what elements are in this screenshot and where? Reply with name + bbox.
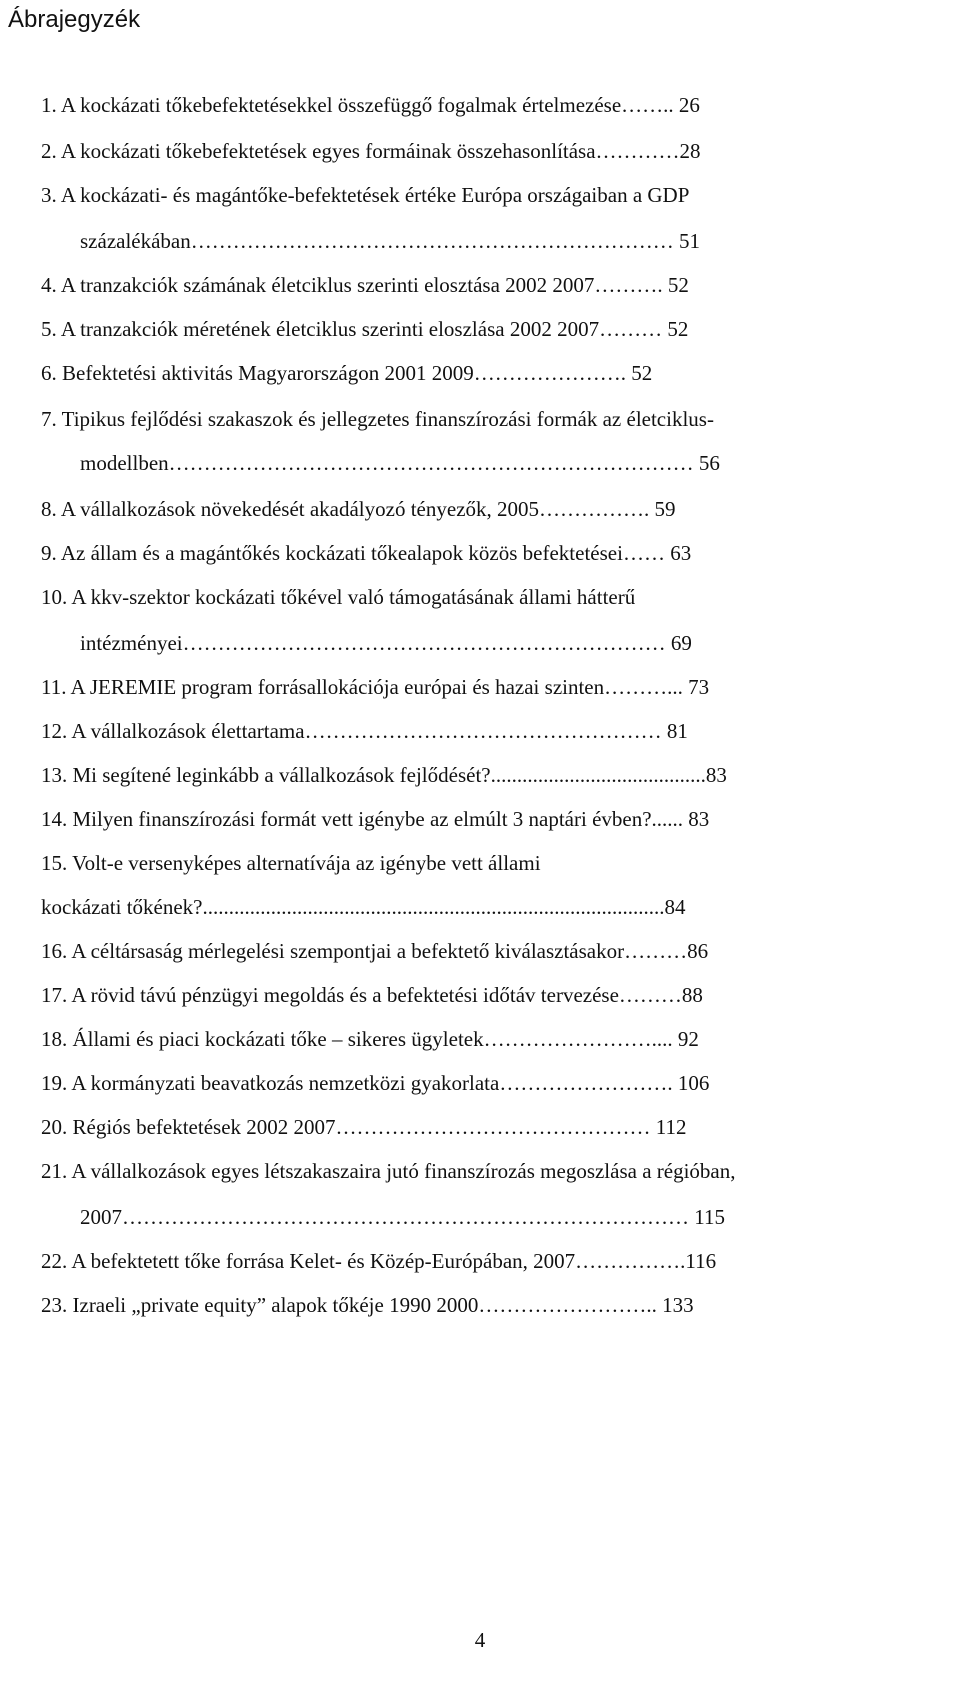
list-item: 2007……………………………………………………………………… 115: [80, 1205, 725, 1229]
list-item: 15. Volt-e versenyképes alternatívája az igénybe vett állami: [41, 851, 541, 875]
list-item: 16. A céltársaság mérlegelési szempontjai a befektető kiválasztásakor………86: [41, 939, 709, 963]
list-item: kockázati tőkének?........................................................................................84: [41, 895, 686, 919]
list-item: 18. Állami és piaci kockázati tőke – sikeres ügyletek…………………….... 92: [41, 1027, 699, 1051]
list-item: 17. A rövid távú pénzügyi megoldás és a befektetési időtáv tervezése………88: [41, 983, 703, 1007]
list-item: 4. A tranzakciók számának életciklus szerinti elosztása 2002 2007………. 52: [41, 273, 689, 297]
list-item: intézményei…………………………………………………………… 69: [80, 631, 692, 655]
list-item: 3. A kockázati- és magántőke-befektetések értéke Európa országaiban a GDP: [41, 183, 690, 207]
page-title: Ábrajegyzék: [8, 6, 141, 33]
list-item: 20. Régiós befektetések 2002 2007……………………………………… 112: [41, 1115, 687, 1139]
list-item: 2. A kockázati tőkebefektetések egyes formáinak összehasonlítása…………28: [41, 139, 701, 163]
list-item: 21. A vállalkozások egyes létszakaszaira jutó finanszírozás megoszlása a régióban,: [41, 1159, 736, 1183]
list-item: 14. Milyen finanszírozási formát vett igénybe az elmúlt 3 naptári évben?...... 83: [41, 807, 710, 831]
list-item: 13. Mi segítené leginkább a vállalkozások fejlődését?.........................................83: [41, 763, 727, 787]
list-item: 5. A tranzakciók méretének életciklus szerinti eloszlása 2002 2007……… 52: [41, 317, 689, 341]
list-item: 8. A vállalkozások növekedését akadályozó tényezők, 2005……………. 59: [41, 497, 676, 521]
list-item: 12. A vállalkozások élettartama…………………………………………… 81: [41, 719, 688, 743]
list-item: 19. A kormányzati beavatkozás nemzetközi gyakorlata……………………. 106: [41, 1071, 710, 1095]
list-item: százalékában…………………………………………………………… 51: [80, 229, 701, 253]
list-item: 11. A JEREMIE program forrásallokációja európai és hazai szinten………... 73: [41, 675, 710, 699]
page-number: 4: [474, 1628, 486, 1652]
list-item: 22. A befektetett tőke forrása Kelet- és Közép-Európában, 2007…………….116: [41, 1249, 717, 1273]
list-item: 6. Befektetési aktivitás Magyarországon 2001 2009…………………. 52: [41, 361, 653, 385]
list-item: 9. Az állam és a magántőkés kockázati tőkealapok közös befektetései…… 63: [41, 541, 692, 565]
list-item: 1. A kockázati tőkebefektetésekkel összefüggő fogalmak értelmezése…….. 26: [41, 93, 700, 117]
list-item: 10. A kkv-szektor kockázati tőkével való támogatásának állami hátterű: [41, 585, 636, 609]
list-item: 23. Izraeli „private equity” alapok tőkéje 1990 2000…………………….. 133: [41, 1293, 694, 1317]
list-item: modellben………………………………………………………………… 56: [80, 451, 720, 475]
list-item: 7. Tipikus fejlődési szakaszok és jellegzetes finanszírozási formák az életciklus-: [41, 407, 714, 431]
